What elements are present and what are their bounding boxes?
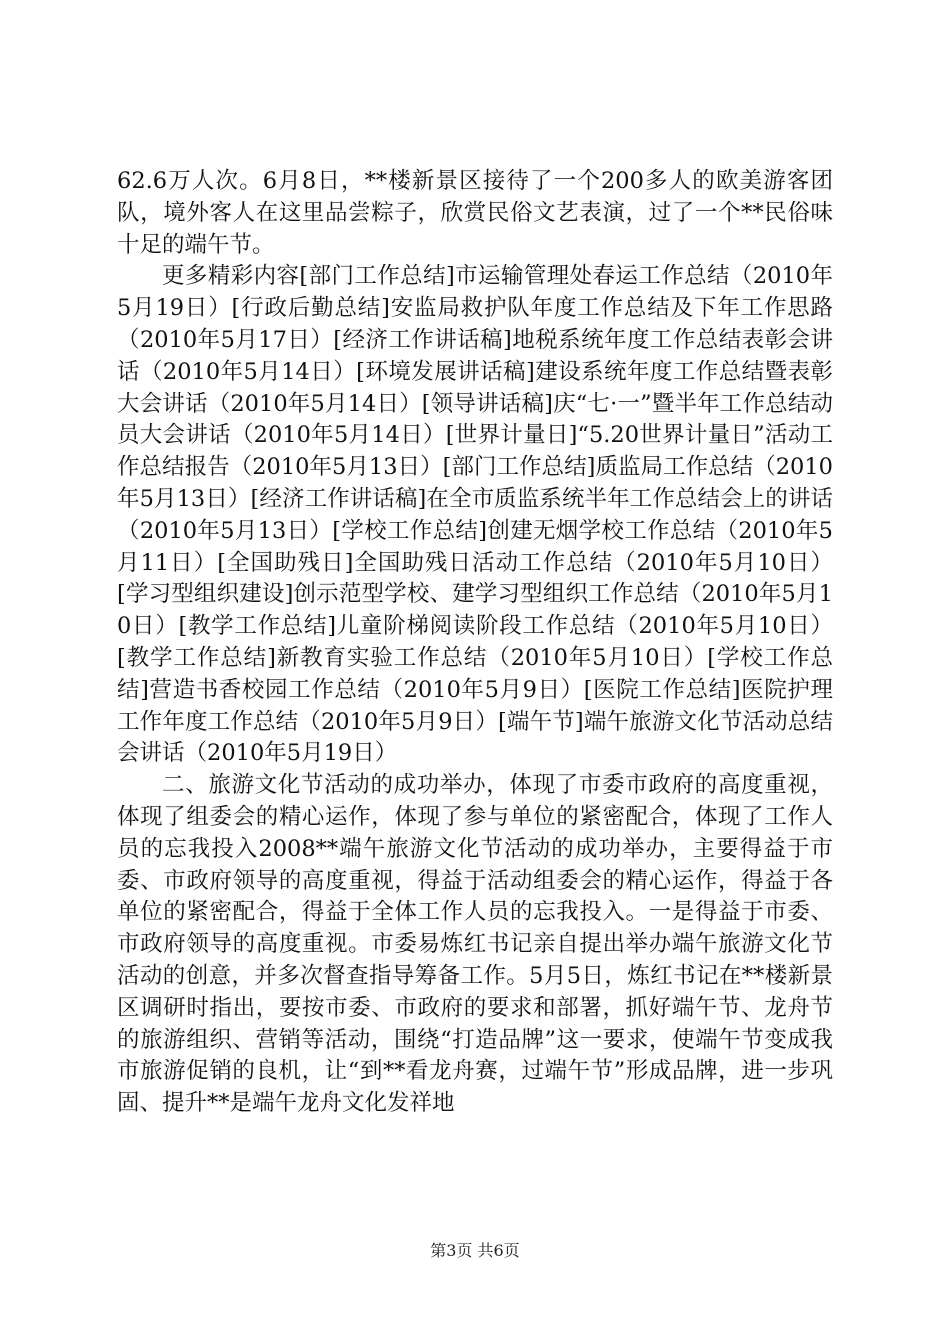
paragraph-continuation: 62.6万人次。6月8日，**楼新景区接待了一个200多人的欧美游客团队，境外客人在这里品尝粽子，欣赏民俗文艺表演，过了一个**民俗味十足的端午节。 — [117, 168, 833, 258]
paragraph-related-links: 更多精彩内容[部门工作总结]市运输管理处春运工作总结（2010年5月19日）[行政后勤总结]安监局救护队年度工作总结及下年工作思路（2010年5月17日）[经济工作讲话稿]地税系统年度工作总结表彰会讲话（2010年5月14日）[环境发展讲话稿]建设系统年度工作总结暨表彰大会讲话（2010年5月14日）[领导讲话稿]庆“七·一”暨半年工作总结动员大会讲话（2010年5月14日）[世界计量日]“5.20世界计量日”活动工作总结报告（2010年5月13日）[部门工作总结]质监局工作总结（2010年5月13日）[经济工作讲话稿]在全市质监系统半年工作总结会上的讲话（2010年5月13日）[学校工作总结]创建无烟学校工作总结（2010年5月11日）[全国助残日]全国助残日活动工作总结（2010年5月10日）[学习型组织建设]创示范型学校、建学习型组织工作总结（2010年5月10日）[教学工作总结]儿童阶梯阅读阶段工作总结（2010年5月10日）[教学工作总结]新教育实验工作总结（2010年5月10日）[学校工作总结]营造书香校园工作总结（2010年5月9日）[医院工作总结]医院护理工作年度工作总结（2010年5月9日）[端午节]端午旅游文化节活动总结会讲话（2010年5月19日） — [117, 263, 833, 767]
document-body — [117, 166, 833, 1120]
page-number-footer: 第3页 共6页 — [430, 1241, 520, 1260]
paragraph-section-two: 二、旅游文化节活动的成功举办，体现了市委市政府的高度重视，体现了组委会的精心运作，体现了参与单位的紧密配合，体现了工作人员的忘我投入2008**端午旅游文化节活动的成功举办，主要得益于市委、市政府领导的高度重视，得益于活动组委会的精心运作，得益于各单位的紧密配合，得益于全体工作人员的忘我投入。一是得益于市委、市政府领导的高度重视。市委易炼红书记亲自提出举办端午旅游文化节活动的创意，并多次督查指导筹备工作。5月5日，炼红书记在**楼新景区调研时指出，要按市委、市政府的要求和部署，抓好端午节、龙舟节的旅游组织、营销等活动，围绕“打造品牌”这一要求，使端午节变成我市旅游促销的良机，让“到**看龙舟赛，过端午节”形成品牌，进一步巩固、提升**是端午龙舟文化发祥地 — [117, 772, 833, 1117]
